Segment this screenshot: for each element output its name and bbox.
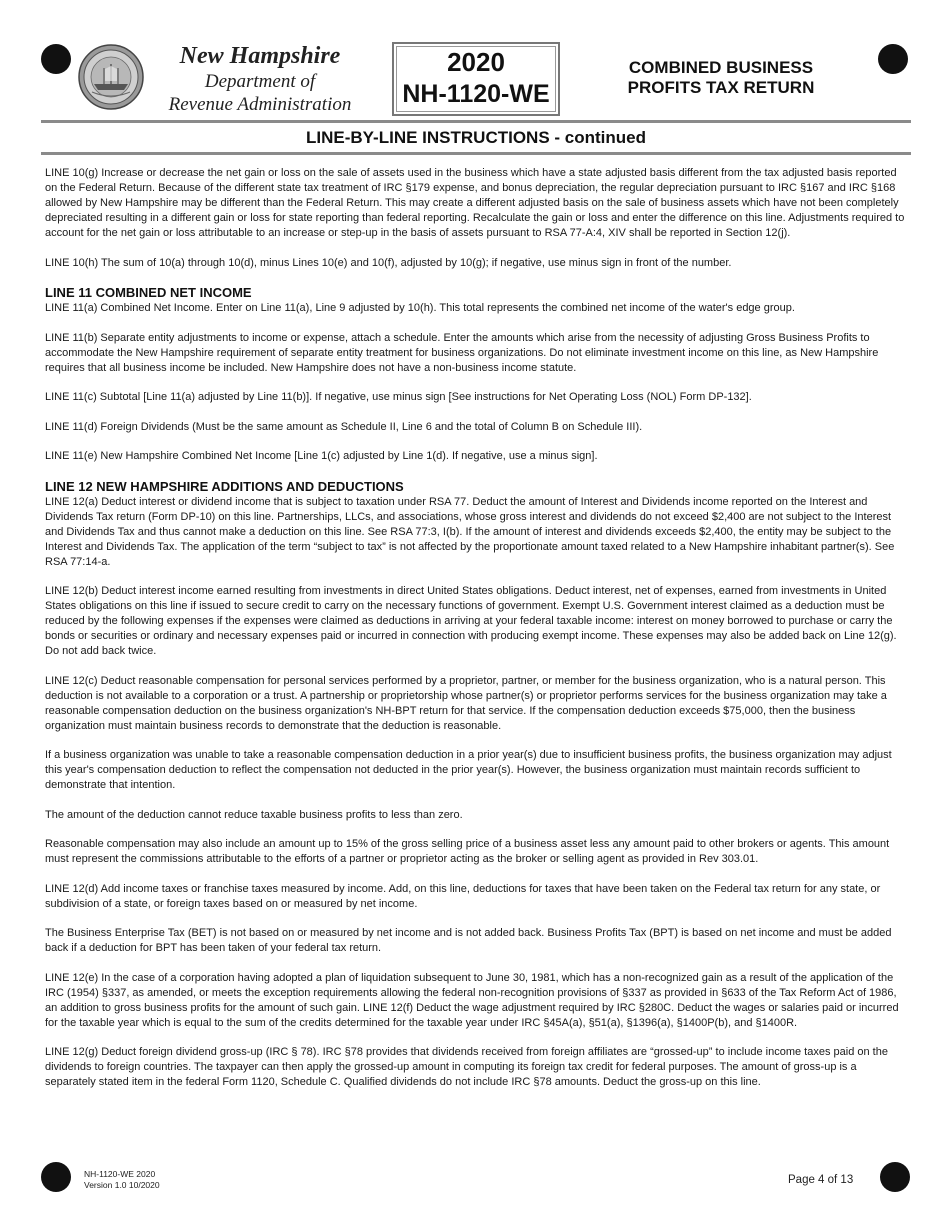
paragraph-line-12c-broker: Reasonable compensation may also include an amount up to 15% of the gross selling price of a business asset less any amount paid to other brokers or agents. This amount must represent the commissions attributable to the efforts of a partner or proprietor acting as the broker or selling agent as provided in Rev 303.01. <box>45 838 890 865</box>
registration-mark-bottom-right <box>880 1162 910 1192</box>
state-seal-icon <box>78 44 144 110</box>
footer-form-id: NH-1120-WE 2020 <box>84 1169 156 1179</box>
section-heading: LINE-BY-LINE INSTRUCTIONS - continued <box>306 128 646 147</box>
heading-line-12: LINE 12 NEW HAMPSHIRE ADDITIONS AND DEDUCTIONS <box>45 478 404 494</box>
paragraph-line-11b: LINE 11(b) Separate entity adjustments to income or expense, attach a schedule. Enter the amounts which arise from the necessity of adjusting Gross Business Profits to accommodate the New Hampshire requirement of separate entity treatment for business organizations. Do not eliminate investment income on this line, as New Hampshire requires that all business income be included. New Hampshire does not have a non-business income statute. <box>45 331 879 374</box>
footer-version: Version 1.0 10/2020 <box>84 1180 160 1190</box>
paragraph-line-10g: LINE 10(g) Increase or decrease the net gain or loss on the sale of assets used in the business which have a state adjusted basis different from the tax adjusted basis reported on the Federal Return. Because of the different state tax treatment of IRC §179 expense, and bonus depreciation, the regular depreciation pursuant to IRC §167 and IRC §168 allowed by New Hampshire may be different than the Federal Return. This may create a different adjusted basis on the sale of business assets which have not been completely depreciated resulting in a different gain or loss for state reporting than federal reporting. Recalculate the gain or loss and enter the difference on this line. Adjustments required to account for the net gain or loss attributable to an increase or step-up in the basis of assets pursuant to RSA 77-A:4, XIV shall be reported in Section 12(j). <box>45 167 905 239</box>
paragraph-line-11a: LINE 11(a) Combined Net Income. Enter on Line 11(a), Line 9 adjusted by 10(h). This total represents the combined net income of the water's edge group. <box>45 302 795 314</box>
registration-mark-top-left <box>41 44 71 74</box>
form-year: 2020 <box>447 47 505 77</box>
registration-mark-bottom-left <box>41 1162 71 1192</box>
paragraph-line-12g: LINE 12(g) Deduct foreign dividend gross-up (IRC § 78). IRC §78 provides that dividends received from foreign affiliates are “grossed-up” to include income taxes paid on the dividends to foreign countries. The taxpayer can then apply the grossed-up amount in computing its foreign tax credit for federal purposes. The amount of gross-up is a separately stated item in the federal Form 1120, Schedule C. Qualified dividends do not include IRC §78 amounts. Deduct the gross-up on this line. <box>45 1046 888 1088</box>
paragraph-line-12d: LINE 12(d) Add income taxes or franchise taxes measured by income. Add, on this line, deductions for taxes that have been taken on the Federal tax return for any state, or subdivision of a state, or foreign taxes based on or measured by net income. <box>45 882 881 910</box>
instructions-body <box>45 166 907 1105</box>
registration-mark-top-right <box>878 44 908 74</box>
heading-line-11: LINE 11 COMBINED NET INCOME <box>45 285 252 300</box>
form-title-line-1: COMBINED BUSINESS <box>628 58 814 77</box>
paragraph-line-12d-bet: The Business Enterprise Tax (BET) is not based on or measured by net income and is not added back. Business Profits Tax (BPT) is based on net income and must be added back if a deduction for BPT has been taken of your federal tax return. <box>45 927 892 954</box>
form-title <box>606 58 836 98</box>
paragraph-line-12e-12f: LINE 12(e) In the case of a corporation having adopted a plan of liquidation subsequent to June 30, 1981, which has a non-recognized gain as a result of the application of the IRC (1954) §337, as amended, or meets the exception requirements allowing the federal non-recognition provisions of §337 as provided in §633 of the Tax Reform Act of 1986, an addition to gross business profits for the amount of such gain. LINE 12(f) Deduct the wage adjustment required by IRC §280C. Deduct the wages or salaries paid or incurred for the taxable year which is equal to the sum of the credits determined for the taxable year under IRC §45A(a), §51(a), §1396(a), §1400P(b), and §1400R. <box>45 971 899 1029</box>
agency-line-1: New Hampshire <box>179 43 341 69</box>
paragraph-line-11c: LINE 11(c) Subtotal [Line 11(a) adjusted by Line 11(b)]. If negative, use minus sign [See instructions for Net Operating Loss (NOL) Form DP-132]. <box>45 391 752 403</box>
form-code: NH-1120-WE <box>402 80 550 108</box>
header-rule-top <box>41 120 911 123</box>
form-title-line-2: PROFITS TAX RETURN <box>627 78 815 97</box>
paragraph-line-10h: LINE 10(h) The sum of 10(a) through 10(d), minus Lines 10(e) and 10(f), adjusted by 10(g); if negative, use minus sign in front of the number. <box>45 256 732 269</box>
paragraph-line-12a: LINE 12(a) Deduct interest or dividend income that is subject to taxation under RSA 77. Deduct the amount of Interest and Dividends income reported on the Interest and Dividends Tax return (Form DP-10) on this line. Partnerships, LLCs, and associations, whose gross interest and dividends do not exceed $2,400 are not subject to the Interest and Dividends Tax and thus cannot make a deduction on this line. See RSA 77:3, I(b). If the amount of interest and dividends exceeds $2,400, the entity may be subject to the Interest and Dividends Tax. The application of the term “subject to tax” is not affected by the proportionate amount taxed related to a New Hampshire inhabitant partner(s). See RSA 77:14-a. <box>45 495 895 568</box>
footer-form-info <box>84 1169 160 1191</box>
paragraph-line-11d: LINE 11(d) Foreign Dividends (Must be the same amount as Schedule II, Line 6 and the total of Column B on Schedule III). <box>45 420 643 433</box>
agency-line-3: Revenue Administration <box>168 94 352 115</box>
header-rule-bottom <box>41 152 911 155</box>
paragraph-line-12c-limit: The amount of the deduction cannot reduce taxable business profits to less than zero. <box>45 808 463 821</box>
agency-name <box>140 42 380 116</box>
paragraph-line-12b: LINE 12(b) Deduct interest income earned resulting from investments in direct United States obligations. Deduct interest, net of expenses, earned from investments in United States obligations on this line if issued to secure credit to carry on the necessary functions of government. Exempt U.S. Government interest claimed as a deduction must be reduced by the following expenses if the expenses were claimed as deductions in arriving at your federal taxable income: interest on money borrowed to purchase or carry the bonds or securities or ordinary and necessary expenses paid or incurred in connection with producing exempt income. These expenses may also be added back on Line 12(g). Do not add back twice. <box>45 585 897 657</box>
form-id-box <box>392 42 560 116</box>
paragraph-line-12c: LINE 12(c) Deduct reasonable compensation for personal services performed by a proprietor, partner, or member for the business organization, who is a natural person. This deduction is not available to a corporation or a trust. A partnership or proprietorship whose partner(s) or proprietor performs services for the business organization may take a reasonable compensation deduction on the business organization's NH-BPT return for that service. If the compensation deduction exceeds $75,000, then the business organization must maintain business records to demonstrate that the deduction is reasonable. <box>45 674 887 732</box>
paragraph-line-12c-prior-year: If a business organization was unable to take a reasonable compensation deduction in a prior year(s) due to insufficient business profits, the business organization may adjust this year's compensation deduction to reflect the compensation not deducted in the prior year(s). However, the business organization must maintain records sufficient to demonstrate that intention. <box>45 749 892 791</box>
paragraph-line-11e: LINE 11(e) New Hampshire Combined Net Income [Line 1(c) adjusted by Line 1(d). If negative, use a minus sign]. <box>45 450 598 462</box>
agency-line-2: Department of <box>204 71 316 92</box>
page-number: Page 4 of 13 <box>788 1174 854 1186</box>
